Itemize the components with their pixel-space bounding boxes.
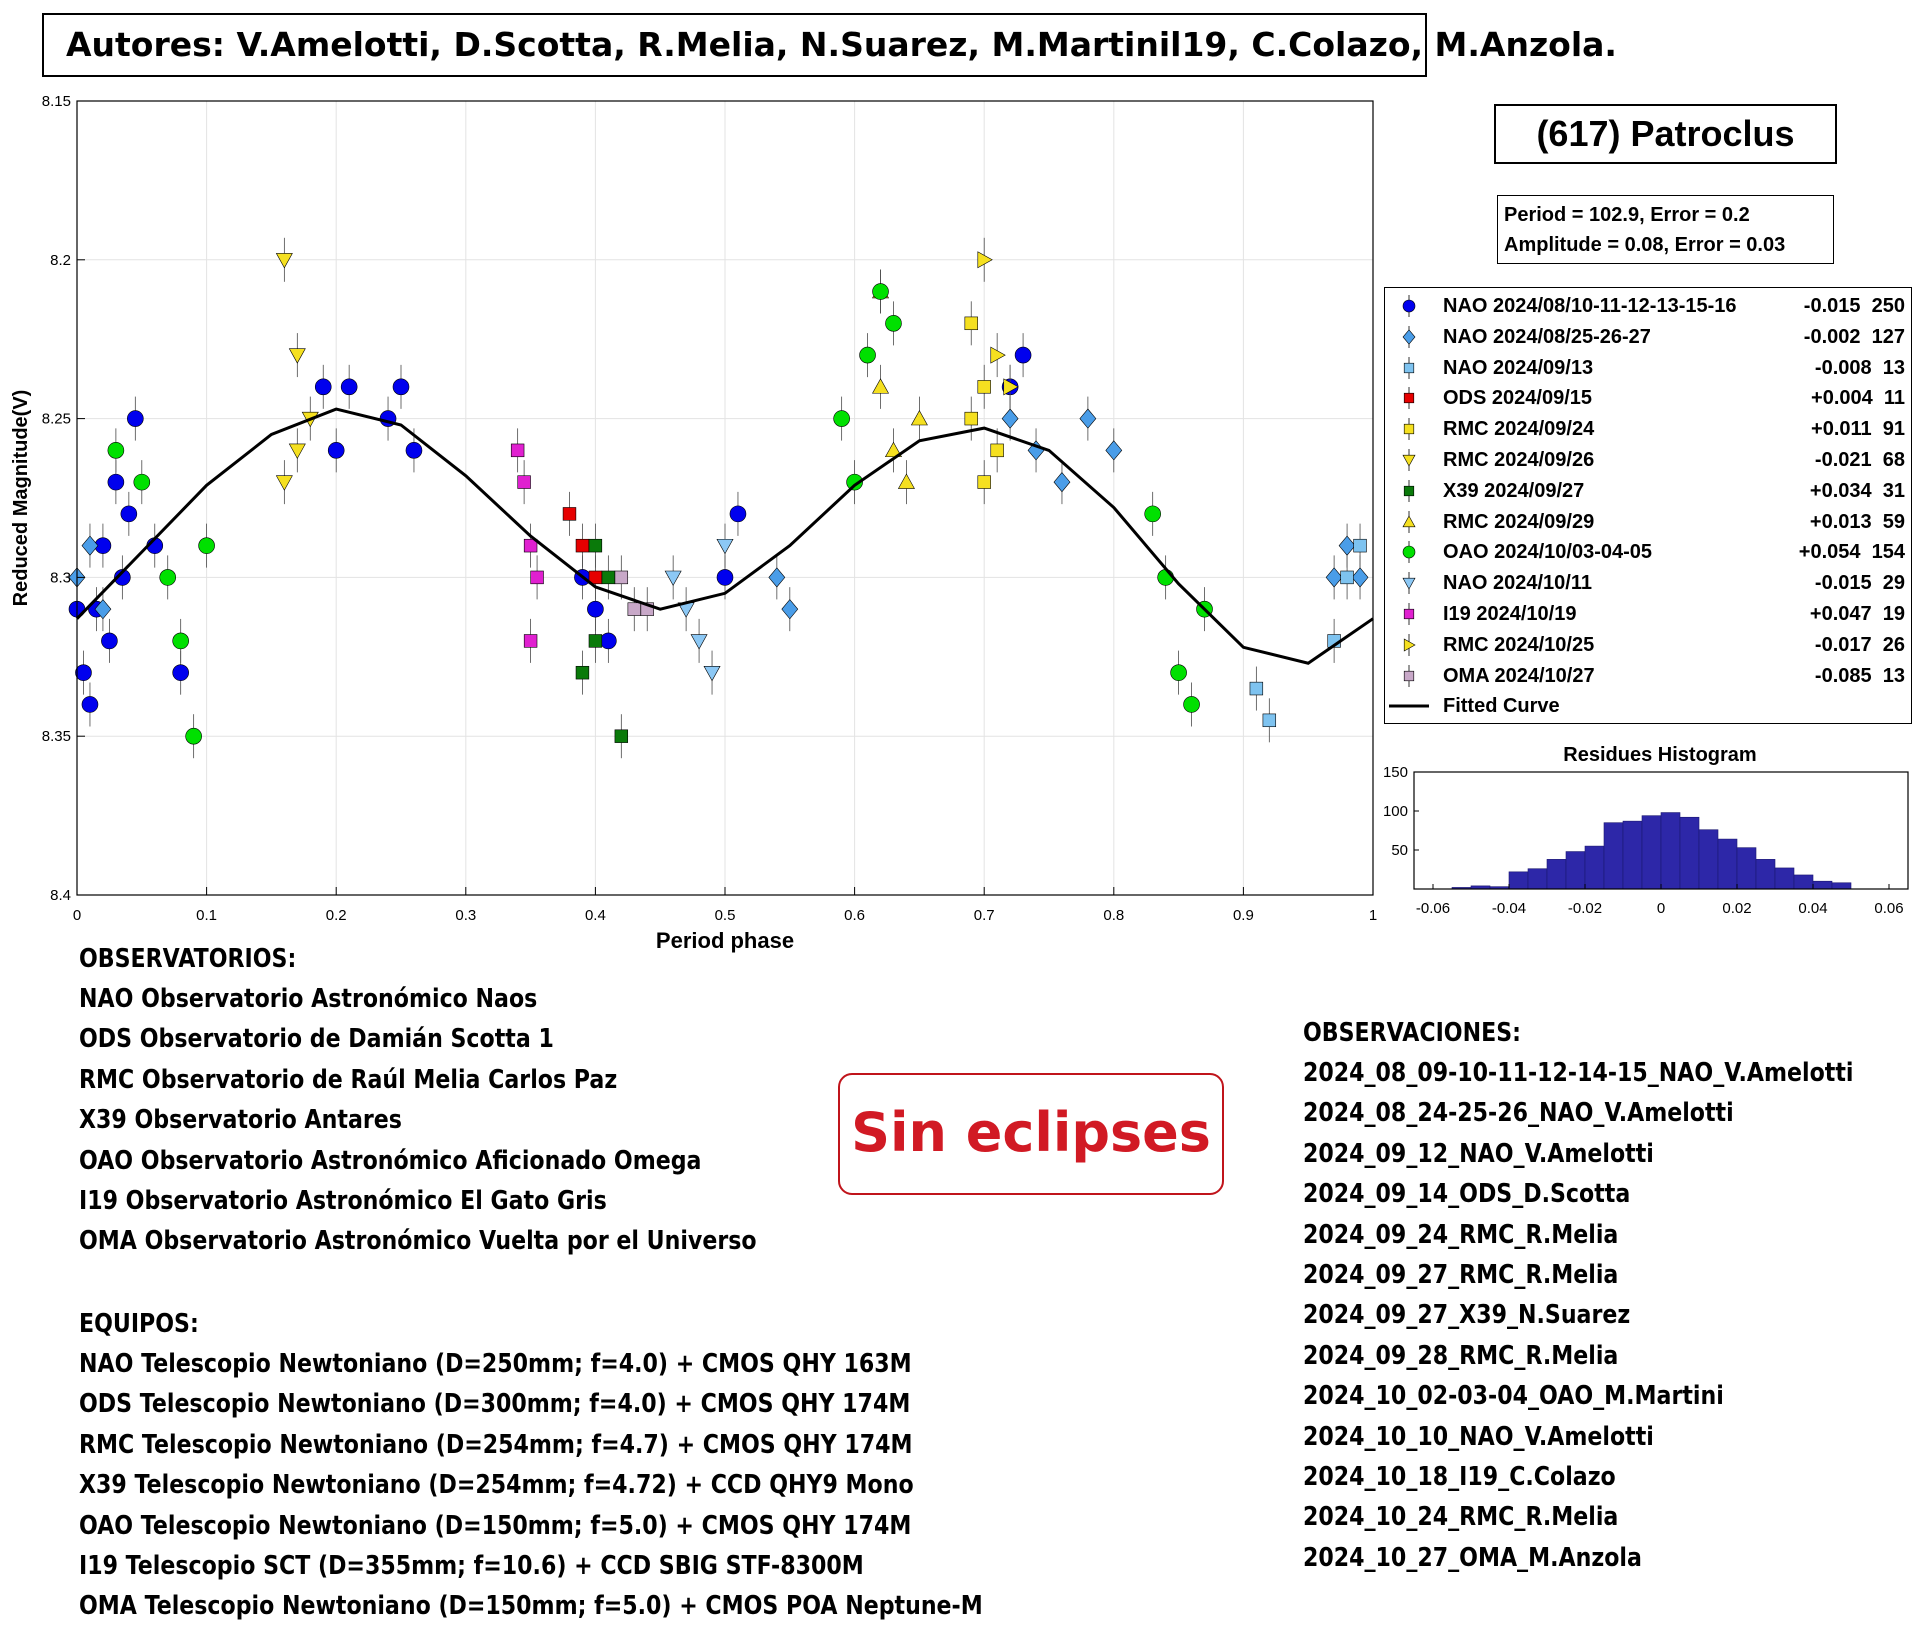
data-point [75,665,91,681]
data-point [978,476,991,489]
observatorio-item: I19 Observatorio Astronómico El Gato Gris [79,1186,607,1216]
legend-marker [1385,599,1433,629]
data-point [1015,347,1031,363]
data-point [82,536,98,555]
data-point [1354,539,1367,552]
observatorio-item: OAO Observatorio Astronómico Aficionado Omega [79,1145,702,1176]
histogram-bar [1699,830,1718,889]
observatorios-heading: OBSERVATORIOS: [79,944,297,974]
hist-x-tick-label: 0.04 [1798,900,1828,917]
x-tick-label: 0.5 [714,907,736,924]
observatorio-item: X39 Observatorio Antares [79,1105,402,1136]
legend-offset-count: -0.021 68 [1814,449,1905,471]
fit-info-box [1497,195,1834,264]
y-tick-label: 8.15 [41,93,71,110]
legend-symbol [1404,424,1414,434]
x-tick-label: 0.9 [1232,907,1254,924]
data-point [563,507,576,520]
data-point [173,633,189,649]
period-text: Period = 102.9, Error = 0.2 [1504,204,1750,226]
lightcurve-grid [77,101,1373,895]
legend-symbol [1404,609,1414,619]
data-point [873,284,889,300]
hist-x-tick-label: -0.06 [1415,900,1451,917]
legend-offset-count: -0.085 13 [1814,664,1905,687]
y-tick-label: 8.4 [50,887,71,904]
hist-x-tick-label: -0.04 [1491,900,1527,917]
legend-symbol [1403,330,1415,344]
lightcurve-tick-labels [42,93,1377,924]
x-tick-label: 0.1 [196,907,218,924]
data-point [769,568,785,587]
histogram-bar [1623,821,1642,889]
data-point [602,571,615,584]
legend-entry [1385,599,1911,629]
y-tick-label: 8.3 [50,569,71,587]
data-point [1145,506,1161,522]
data-point [965,317,978,330]
observacion-item: 2024_09_14_ODS_D.Scotta [1303,1179,1631,1210]
data-point [1002,409,1018,428]
data-point [615,730,628,743]
legend-label: NAO 2024/09/13 [1443,356,1594,379]
data-point [121,506,137,522]
legend-marker [1385,383,1433,413]
data-point [328,442,344,458]
data-point [628,603,641,616]
series-2 [1250,524,1366,743]
hist-y-tick-label: 100 [1382,803,1408,820]
y-tick-label: 8.35 [41,728,71,746]
legend-symbol [1404,486,1414,496]
y-axis-label: Reduced Magnitude(V) [10,389,32,607]
legend-offset-count: +0.011 91 [1811,418,1905,441]
histogram-bar [1794,875,1813,889]
data-point [1171,665,1187,681]
legend-symbol [1403,516,1415,527]
histogram-bar [1509,872,1528,889]
data-point [1250,682,1263,695]
legend-label: Fitted Curve [1443,695,1560,718]
legend-label: NAO 2024/08/25-26-27 [1443,325,1651,348]
data-point [978,380,991,393]
legend-entry [1385,661,1911,691]
equipo-item: NAO Telescopio Newtoniano (D=250mm; f=4.0) + CMOS QHY 163M [79,1349,912,1379]
x-tick-label: 0.7 [973,907,995,924]
data-point [1263,714,1276,727]
observatorio-item: OMA Observatorio Astronómico Vuelta por el Universo [79,1226,757,1257]
legend-label: OAO 2024/10/03-04-05 [1443,541,1653,564]
data-point [1054,473,1070,492]
data-point [1341,571,1354,584]
amplitude-text: Amplitude = 0.08, Error = 0.03 [1504,234,1786,256]
histogram-bar [1642,816,1661,889]
data-point [898,474,914,488]
observacion-item: 2024_10_24_RMC_R.Melia [1303,1502,1619,1533]
legend-symbol [1403,578,1415,589]
x-tick-label: 0 [72,907,82,924]
data-point [730,506,746,522]
data-point [885,315,901,331]
data-point [834,411,850,427]
x-axis-label: Period phase [655,928,795,953]
legend-label: RMC 2024/09/29 [1443,510,1595,533]
equipo-item: I19 Telescopio SCT (D=355mm; f=10.6) + CCD SBIG STF-8300M [79,1551,864,1581]
x-tick-label: 0.6 [844,907,866,924]
data-point [82,696,98,712]
histogram-bar [1528,869,1547,889]
legend-offset-count: +0.004 11 [1811,387,1905,410]
data-point [991,444,1004,457]
hist-x-tick-label: 0.06 [1874,900,1904,917]
sin-eclipses-label: Sin eclipses [838,1073,1224,1195]
hist-y-tick-label: 50 [1391,842,1408,859]
hist-x-tick-label: 0.02 [1722,900,1752,917]
histogram-bar [1775,868,1794,889]
observacion-item: 2024_09_12_NAO_V.Amelotti [1303,1138,1654,1169]
data-point [127,411,143,427]
legend-marker [1385,414,1433,444]
legend-offset-count: +0.054 154 [1798,541,1905,564]
legend [1384,287,1912,724]
series-9 [665,524,733,695]
legend-offset-count: +0.034 31 [1809,479,1905,502]
data-point [393,379,409,395]
series-10 [511,428,543,663]
legend-entry [1385,383,1911,413]
legend-label: X39 2024/09/27 [1443,479,1585,502]
observacion-item: 2024_09_27_X39_N.Suarez [1303,1300,1631,1331]
legend-entry [1385,537,1911,567]
legend-label: RMC 2024/09/24 [1443,418,1595,441]
equipo-item: OAO Telescopio Newtoniano (D=150mm; f=5.0) + CMOS QHY 174M [79,1510,912,1541]
legend-entry [1385,630,1911,660]
data-point [589,539,602,552]
histogram-bar [1680,817,1699,889]
legend-offset-count: -0.015 29 [1814,572,1905,595]
chart-title: (617) Patroclus [1494,104,1837,164]
equipo-item: X39 Telescopio Newtoniano (D=254mm; f=4.72) + CCD QHY9 Mono [79,1470,914,1501]
observacion-item: 2024_10_18_I19_C.Colazo [1303,1462,1616,1492]
legend-label: RMC 2024/10/25 [1443,633,1595,656]
legend-marker [1385,537,1433,567]
x-tick-label: 1 [1368,907,1378,924]
legend-offset-count: +0.047 19 [1809,603,1905,625]
data-point [341,379,357,395]
legend-symbol [1403,455,1415,466]
legend-symbol [1403,546,1415,558]
legend-marker [1385,353,1433,383]
data-point [315,379,331,395]
series-5 [276,238,318,504]
data-point [911,411,927,425]
data-point [1352,568,1368,587]
series-6 [576,524,628,759]
data-point [406,442,422,458]
data-point [587,601,603,617]
legend-entry [1385,507,1911,537]
data-point [160,569,176,585]
data-point [289,444,305,458]
legend-offset-count: -0.017 26 [1814,633,1905,656]
histogram-bar [1737,848,1756,889]
legend-line-sample [1385,691,1433,721]
histogram-title: Residues Histogram [1563,744,1757,766]
data-point [600,633,616,649]
data-point [978,252,992,268]
x-tick-label: 0.4 [584,907,606,924]
hist-x-tick-label: -0.02 [1567,900,1603,917]
data-point [276,476,292,490]
legend-entry [1385,414,1911,444]
legend-marker [1385,661,1433,691]
data-point [518,476,531,489]
data-point [991,347,1005,363]
observatorio-item: NAO Observatorio Astronómico Naos [79,984,538,1014]
data-point [1106,441,1122,460]
y-tick-label: 8.2 [50,251,71,269]
legend-entry-fitted-curve [1385,691,1911,721]
equipos-heading: EQUIPOS: [79,1309,199,1339]
legend-offset-count: +0.013 59 [1809,510,1905,533]
histogram-bar [1756,859,1775,889]
lightcurve-points-layer [69,238,1373,758]
legend-entry [1385,291,1911,321]
legend-marker [1385,476,1433,506]
legend-label: OMA 2024/10/27 [1443,664,1595,687]
x-tick-label: 0.3 [455,907,477,924]
data-point [873,379,889,393]
observacion-item: 2024_10_02-03-04_OAO_M.Martini [1303,1381,1724,1412]
data-point [576,666,589,679]
histogram-bar [1585,846,1604,889]
data-point [1184,696,1200,712]
data-point [276,253,292,267]
equipo-item: OMA Telescopio Newtoniano (D=150mm; f=5.0) + CMOS POA Neptune-M [79,1591,983,1622]
hist-x-tick-label: 0 [1656,900,1666,917]
legend-entry [1385,353,1911,383]
legend-label: ODS 2024/09/15 [1443,387,1592,410]
legend-label: NAO 2024/08/10-11-12-13-15-16 [1443,295,1737,317]
legend-marker [1385,322,1433,352]
data-point [665,571,681,585]
legend-entry [1385,322,1911,352]
data-point [524,635,537,648]
data-point [860,347,876,363]
legend-symbol [1404,671,1414,681]
histogram-bar [1547,859,1566,889]
legend-label: RMC 2024/09/26 [1443,449,1595,471]
histogram-bar [1813,881,1832,889]
data-point [1080,409,1096,428]
data-point [782,600,798,619]
data-point [717,569,733,585]
legend-offset-count: -0.015 250 [1803,295,1905,317]
legend-marker [1385,568,1433,598]
observatorio-item: RMC Observatorio de Raúl Melia Carlos Paz [79,1064,618,1095]
data-point [615,571,628,584]
observacion-item: 2024_08_09-10-11-12-14-15_NAO_V.Amelotti [1303,1058,1854,1088]
legend-entry [1385,568,1911,598]
legend-symbol [1404,639,1415,651]
data-point [108,474,124,490]
x-tick-label: 0.2 [325,907,347,924]
legend-symbol [1404,363,1414,373]
data-point [531,571,544,584]
observatorio-item: ODS Observatorio de Damián Scotta 1 [79,1024,554,1055]
histogram-bars [1452,813,1851,889]
legend-symbol [1404,394,1414,404]
data-point [717,539,733,553]
equipo-item: ODS Telescopio Newtoniano (D=300mm; f=4.0) + CMOS QHY 174M [79,1389,911,1420]
data-point [704,666,720,680]
authors-banner: Autores: V.Amelotti, D.Scotta, R.Melia, N.Suarez, M.Martinil19, C.Colazo, M.Anzola. [42,13,1427,77]
data-point [589,635,602,648]
data-point [576,539,589,552]
legend-offset-count: -0.002 127 [1803,325,1905,348]
x-tick-label: 0.8 [1103,907,1125,924]
data-point [1339,536,1355,555]
data-point [134,474,150,490]
histogram-bar [1832,883,1851,889]
legend-entry [1385,476,1911,506]
data-point [101,633,117,649]
legend-entry [1385,445,1911,475]
observacion-item: 2024_09_27_RMC_R.Melia [1303,1260,1619,1290]
observacion-item: 2024_09_28_RMC_R.Melia [1303,1340,1619,1371]
histogram-bar [1604,823,1623,889]
equipo-item: RMC Telescopio Newtoniano (D=254mm; f=4.7) + CMOS QHY 174M [79,1429,913,1460]
data-point [965,412,978,425]
histogram-bar [1661,813,1680,889]
histogram-bar [1718,839,1737,889]
y-tick-label: 8.25 [41,410,71,428]
histogram-bar [1566,852,1585,889]
observacion-item: 2024_10_27_OMA_M.Anzola [1303,1542,1642,1573]
legend-marker [1385,445,1433,475]
observaciones-heading: OBSERVACIONES: [1303,1018,1521,1048]
data-point [289,349,305,363]
legend-marker [1385,630,1433,660]
legend-marker [1385,507,1433,537]
legend-label: I19 2024/10/19 [1443,603,1577,625]
series-8 [108,270,1213,759]
series-12 [615,555,654,631]
data-point [199,538,215,554]
data-point [173,665,189,681]
hist-y-tick-label: 150 [1382,764,1408,781]
data-point [108,442,124,458]
data-point [511,444,524,457]
legend-marker [1385,291,1433,321]
observacion-item: 2024_08_24-25-26_NAO_V.Amelotti [1303,1098,1734,1129]
data-point [691,635,707,649]
legend-label: NAO 2024/10/11 [1443,572,1592,595]
legend-symbol [1403,300,1415,312]
legend-offset-count: -0.008 13 [1814,356,1905,379]
data-point [186,728,202,744]
data-point [1326,568,1342,587]
observacion-item: 2024_10_10_NAO_V.Amelotti [1303,1421,1654,1452]
observacion-item: 2024_09_24_RMC_R.Melia [1303,1219,1619,1250]
